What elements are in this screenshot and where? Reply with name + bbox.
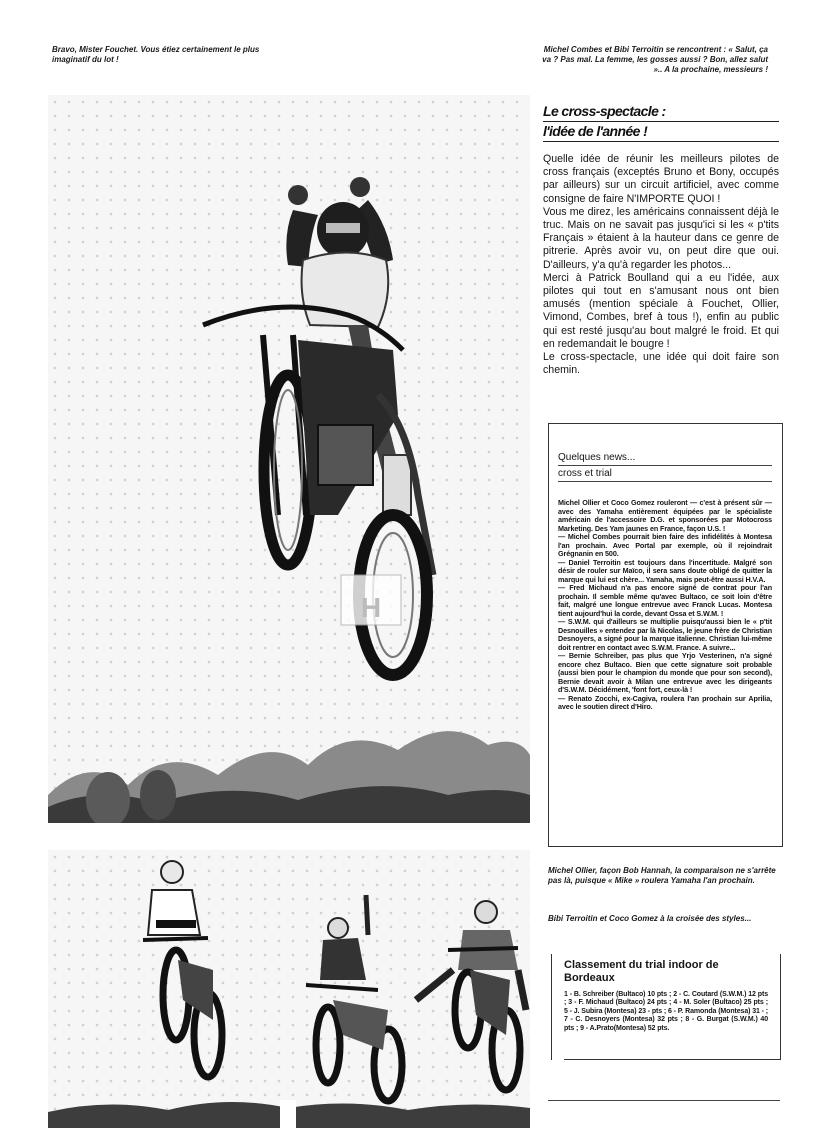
article-cross-spectacle [543, 102, 779, 377]
caption-fouchet: Bravo, Mister Fouchet. Vous étiez certainement le plus imaginatif du lot ! [52, 45, 260, 64]
three-riders-illustration [48, 850, 530, 1128]
rider-terroitin [416, 901, 526, 1090]
bottom-divider [548, 1100, 780, 1101]
news-item: Michel Ollier et Coco Gomez rouleront — c'est à présent sûr — avec des Yamaha entièrement équipées par le spécialiste américain de l'accessoire D.G. et sponsorées par Motocross Marketing. Des Yam jaunes en France, façon U.S. ! [558, 498, 772, 533]
article-paragraph: Merci à Patrick Boulland qui a eu l'idée, aux pilotes qui tout en s'amusant nous ont bien amusés (mention spéciale à Fouchet, Ollier, Vimond, Combes, bref à tous !), enfin au public qui est resté jusqu'au bout malgré le froid. Et qui en redemandait le bougre ! [543, 271, 779, 350]
news-item: — Daniel Terroitin est toujours dans l'incertitude. Malgré son désir de rouler sur Maïco, il sera sans doute obligé de quitter la marque qui lui est chère... Yamaha, mais peut-être aussi H.V.A. [558, 557, 772, 584]
number-plate-text: H [360, 592, 382, 623]
article-paragraph: Le cross-spectacle, une idée qui doit faire son chemin. [543, 351, 779, 377]
article-paragraph: Quelle idée de réunir les meilleurs pilotes de cross français (exceptés Bruno et Bony, occupés par ailleurs) sur un circuit artificiel, avec comme consigne de faire N'IMPORTE QUOI ! [543, 153, 779, 205]
photo-three-riders [48, 850, 530, 1128]
caption-combes-terroitin: Michel Combes et Bibi Terroitin se rencontrent : « Salut, ça va ? Pas mal. La femme, les gosses aussi ? Bon, allez salut ».. A la prochaine, messieurs ! [542, 45, 768, 74]
article-title-line-2: l'idée de l'année ! [543, 122, 779, 142]
news-item: — Bernie Schreiber, pas plus que Yrjo Vesterinen, n'a signé encore chez Bultaco. Bien que cette signature soit probable (aussi bien pour le champion du monde que pour son second), Bernie devait avoir à Milan une entrevue avec les dirigeants d'S.W.M. Décidément, 'font fort, ceux-là ! [558, 651, 772, 694]
article-paragraph: Vous me direz, les américains connaissent déjà le truc. Mais on ne savait pas jusqu'ici si les « p'tits Français » étaient à la hauteur dans ce genre de pitrerie. Après avoir vu, on peut dire que oui. D'ailleurs, y'a qu'à regarder les photos... [543, 205, 779, 271]
article-title-line-1: Le cross-spectacle : [543, 102, 779, 122]
news-box [548, 423, 783, 847]
classement-box [551, 954, 781, 1060]
news-item: — Michel Combes pourrait bien faire des infidélités à Montesa l'an prochain. Avec Portal par exemple, où il rejoindrait Grégnanin en 500. [558, 532, 772, 558]
news-title-line-2: cross et trial [558, 466, 772, 482]
classement-results: 1 - B. Schreiber (Bultaco) 10 pts ; 2 - C. Coutard (S.W.M.) 12 pts ; 3 - F. Michaud (Bultaco) 24 pts ; 4 - M. Soler (Bultaco) 25 pts ; 5 - J. Subira (Montesa) 23 - pts ; 6 - P. Ramonda (Montesa) 31 - ; 7 - C. Desnoyers (Montesa) 32 pts ; 8 - G. Burgat (S.W.M.) 40 pts ; 9 - A.Prato(Montesa) 52 pts. [564, 991, 768, 1032]
news-item: — S.W.M. qui d'ailleurs se multiplie puisqu'aussi bien le « p'tit Desnouilles » entendez par là Nicolas, le jeune frère de Christian Desnoyers, a signé pour la marque italienne. Christian lui-même doit rentrer en contact avec S.W.M. France. A suivre... [558, 617, 772, 652]
news-item: — Renato Zocchi, ex-Cagiva, roulera l'an prochain sur Aprilia, avec le soutien direct d'Hiro. [558, 693, 772, 711]
classement-rule [564, 1059, 780, 1060]
rider-combes [306, 895, 402, 1101]
news-title-line-1: Quelques news... [558, 450, 772, 466]
rider-ollier [143, 861, 222, 1077]
motocross-rider-illustration [48, 95, 530, 823]
news-item: — Fred Michaud n'a pas encore signé de contrat pour l'an prochain. Il semble même qu'avec Bultaco, ce soit loin d'être fait, malgré une longue entrevue avec Franck Lucas. Montesa tient aujourd'hui la corde, devant Ossa et S.W.M. ! [558, 583, 772, 618]
photo-fouchet-jump [48, 95, 530, 823]
classement-title: Classement du trial indoor de Bordeaux [564, 959, 719, 984]
caption-terroitin-gomez: Bibi Terroitin et Coco Gomez à la croisée des styles... [548, 914, 752, 923]
caption-ollier: Michel Ollier, façon Bob Hannah, la comparaison ne s'arrête pas là, puisque « Mike » roulera Yamaha l'an prochain. [548, 866, 776, 885]
